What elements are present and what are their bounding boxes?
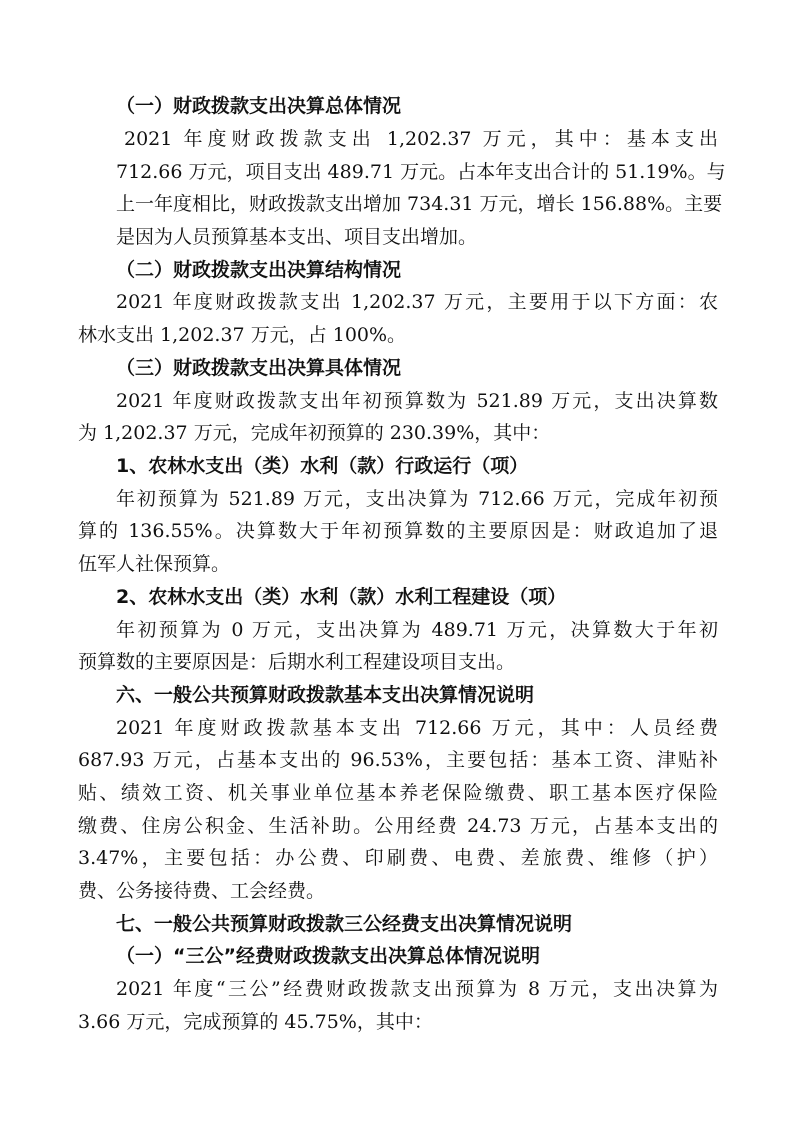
section-heading: （一）财政拨款支出决算总体情况 bbox=[116, 95, 402, 117]
paragraph-line: 年初预算为 0 万元，支出决算为 489.71 万元，决算数大于年初 bbox=[116, 619, 718, 641]
section-heading: （二）财政拨款支出决算结构情况 bbox=[116, 259, 402, 281]
paragraph-line: 上一年度相比，财政拨款支出增加 734.31 万元，增长 156.88%。主要 bbox=[116, 193, 723, 215]
paragraph-line: 2021 年度财政拨款基本支出 712.66 万元，其中：人员经费 bbox=[116, 717, 718, 739]
paragraph-line: 年初预算为 521.89 万元，支出决算为 712.66 万元，完成年初预 bbox=[116, 488, 718, 510]
paragraph-line: 687.93 万元，占基本支出的 96.53%，主要包括：基本工资、津贴补 bbox=[78, 749, 718, 771]
section-heading: 2、农林水支出（类）水利（款）水利工程建设（项） bbox=[116, 586, 567, 608]
section-heading: 七、一般公共预算财政拨款三公经费支出决算情况说明 bbox=[116, 913, 573, 935]
paragraph-line: 算的 136.55%。决算数大于年初预算数的主要原因是：财政追加了退 bbox=[78, 520, 718, 542]
paragraph-line: 2021 年度财政拨款支出 1,202.37 万元，其中：基本支出 bbox=[124, 128, 718, 150]
paragraph-line: 是因为人员预算基本支出、项目支出增加。 bbox=[116, 226, 478, 248]
paragraph-line: 3.66 万元，完成预算的 45.75%，其中： bbox=[78, 1011, 433, 1033]
paragraph-line: 费、公务接待费、工会经费。 bbox=[78, 880, 326, 902]
paragraph-line: 3.47%，主要包括：办公费、印刷费、电费、差旅费、维修（护） bbox=[78, 847, 718, 869]
paragraph-line: 2021 年度财政拨款支出 1,202.37 万元，主要用于以下方面：农 bbox=[116, 291, 718, 313]
paragraph-line: 2021 年度“三公”经费财政拨款支出预算为 8 万元，支出决算为 bbox=[116, 978, 718, 1000]
section-heading: 六、一般公共预算财政拨款基本支出决算情况说明 bbox=[116, 684, 535, 706]
paragraph-line: 预算数的主要原因是：后期水利工程建设项目支出。 bbox=[78, 651, 516, 673]
paragraph-line: 伍军人社保预算。 bbox=[78, 553, 231, 575]
paragraph-line: 2021 年度财政拨款支出年初预算数为 521.89 万元，支出决算数 bbox=[116, 390, 718, 412]
section-heading: 1、农林水支出（类）水利（款）行政运行（项） bbox=[116, 455, 529, 477]
paragraph-line: 贴、绩效工资、机关事业单位基本养老保险缴费、职工基本医疗保险 bbox=[78, 782, 718, 804]
section-heading: （一）“三公”经费财政拨款支出决算总体情况说明 bbox=[116, 945, 540, 967]
paragraph-line: 为 1,202.37 万元，完成年初预算的 230.39%，其中： bbox=[78, 422, 551, 444]
paragraph-line: 712.66 万元，项目支出 489.71 万元。占本年支出合计的 51.19%。与 bbox=[116, 161, 726, 183]
paragraph-line: 林水支出 1,202.37 万元，占 100%。 bbox=[78, 324, 407, 346]
section-heading: （三）财政拨款支出决算具体情况 bbox=[116, 357, 402, 379]
paragraph-line: 缴费、住房公积金、生活补助。公用经费 24.73 万元，占基本支出的 bbox=[78, 815, 718, 837]
